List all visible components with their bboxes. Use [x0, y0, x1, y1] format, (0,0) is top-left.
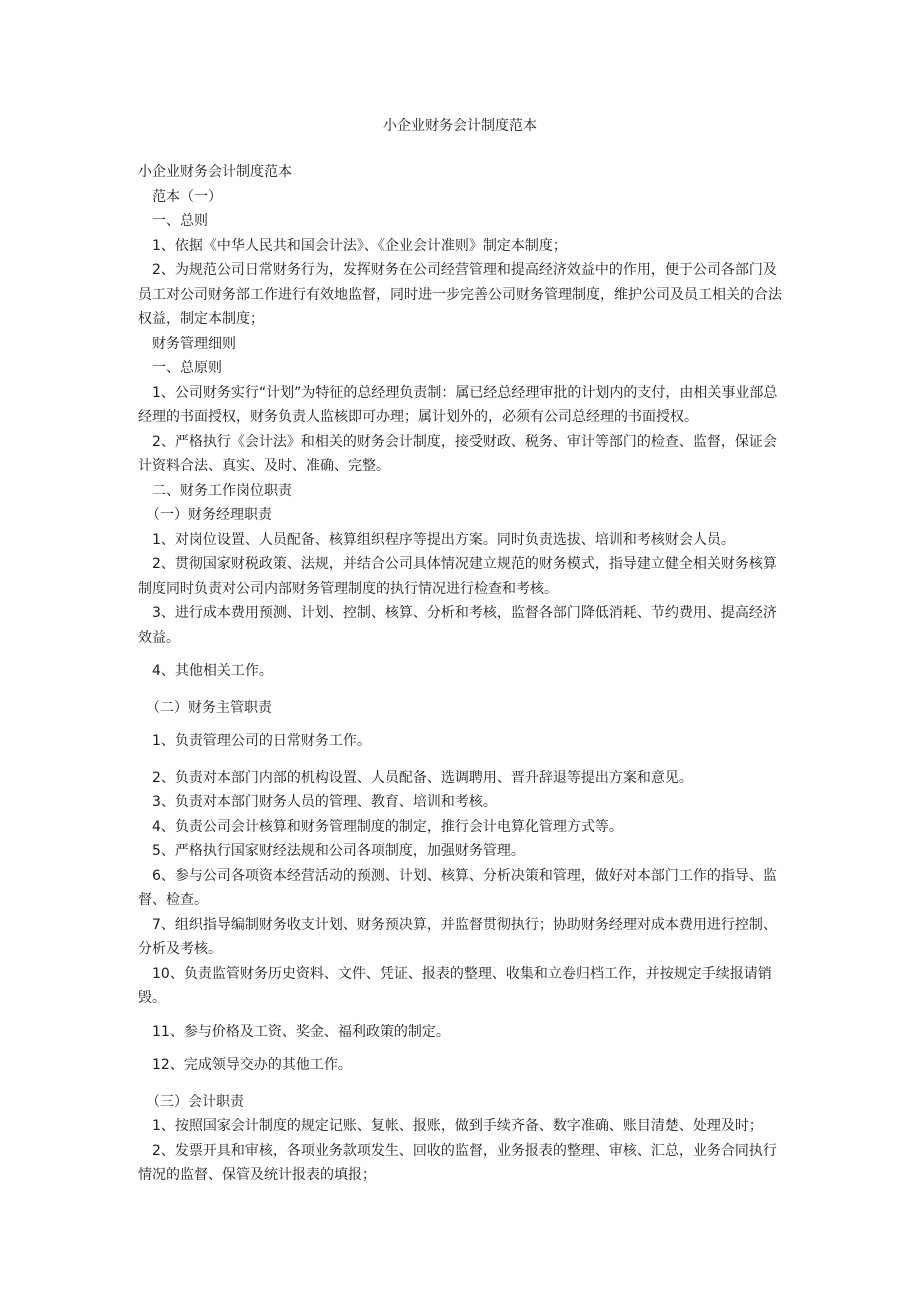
supervisor-item-12: 12、完成领导交办的其他工作。 [152, 1057, 352, 1073]
supervisor-item-4: 4、负责公司会计核算和财务管理制度的制定，推行会计电算化管理方式等。 [152, 818, 623, 835]
general-item-1: 1、依据《中华人民共和国会计法》、《企业会计准则》制定本制度； [152, 237, 567, 254]
manager-item-4: 4、其他相关工作。 [152, 663, 273, 679]
manager-item-1: 1、对岗位设置、人员配备、核算组织程序等提出方案。同时负责选拔、培训和考核财会人员。 [152, 531, 735, 548]
supervisor-item-6: 6、参与公司各项资本经营活动的预测、计划、核算、分析决策和管理，做好对本部门工作的指导、监督、检查。 [138, 867, 777, 908]
section-general-title: 一、总则 [152, 213, 208, 229]
supervisor-item-2: 2、负责对本部门内部的机构设置、人员配备、选调聘用、晋升辞退等提出方案和意见。 [152, 769, 693, 786]
principles-item-2: 2、严格执行《会计法》和相关的财务会计制度，接受财政、税务、审计等部门的检查、监督，保证会计资料合法、真实、及时、准确、完整。 [138, 433, 777, 474]
manager-item-2: 2、贯彻国家财税政策、法规，并结合公司具体情况建立规范的财务模式，指导建立健全相关财务核算制度同时负责对公司内部财务管理制度的执行情况进行检查和考核。 [138, 556, 777, 597]
section-duties-title: 二、财务工作岗位职责 [152, 482, 292, 499]
accountant-item-2: 2、发票开具和审核，各项业务款项发生、回收的监督，业务报表的整理、审核、汇总，业务合同执行情况的监督、保管及统计报表的填报； [138, 1142, 777, 1183]
supervisor-item-10: 10、负责监管财务历史资料、文件、凭证、报表的整理、收集和立卷归档工作，并按规定手续报请销毁。 [138, 965, 772, 1006]
supervisor-item-1: 1、负责管理公司的日常财务工作。 [152, 733, 371, 749]
supervisor-item-5: 5、严格执行国家财经法规和公司各项制度，加强财务管理。 [152, 843, 525, 859]
supervisor-item-11: 11、参与价格及工资、奖金、福利政策的制定。 [152, 1023, 450, 1040]
document-title: 小企业财务会计制度范本 [383, 118, 537, 134]
supervisor-duties-title: （二）财务主管职责 [146, 699, 272, 716]
supervisor-item-3: 3、负责对本部门财务人员的管理、教育、培训和考核。 [152, 794, 497, 810]
manager-item-3: 3、进行成本费用预测、计划、控制、核算、分析和考核，监督各部门降低消耗、节约费用、提高经济效益。 [138, 605, 777, 646]
accountant-item-1: 1、按照国家会计制度的规定记账、复帐、报账，做到手续齐备、数字准确、账目清楚、处理及时； [152, 1118, 763, 1134]
section-principles-title: 一、总原则 [152, 360, 222, 376]
supervisor-item-7: 7、组织指导编制财务收支计划、财务预决算，并监督贯彻执行；协助财务经理对成本费用进行控制、分析及考核。 [138, 916, 777, 957]
document-body [138, 160, 788, 1188]
principles-item-1: 1、公司财务实行“计划”为特征的总经理负责制：属已经总经理审批的计划内的支付，由相关事业部总经理的书面授权，财务负责人监核即可办理；属计划外的，必须有公司总经理的书面授权。 [138, 384, 778, 425]
accountant-duties-title: （三）会计职责 [146, 1093, 244, 1110]
rules-heading: 财务管理细则 [152, 335, 236, 352]
manager-duties-title: （一）财务经理职责 [146, 507, 272, 523]
document-heading: 小企业财务会计制度范本 [138, 164, 292, 180]
version-label: 范本（一） [152, 188, 222, 205]
general-item-2: 2、为规范公司日常财务行为，发挥财务在公司经营管理和提高经济效益中的作用，便于公司各部门及员工对公司财务部工作进行有效地监督，同时进一步完善公司财务管理制度，维护公司及员工相关的合法权益，制定本制度； [138, 262, 782, 327]
